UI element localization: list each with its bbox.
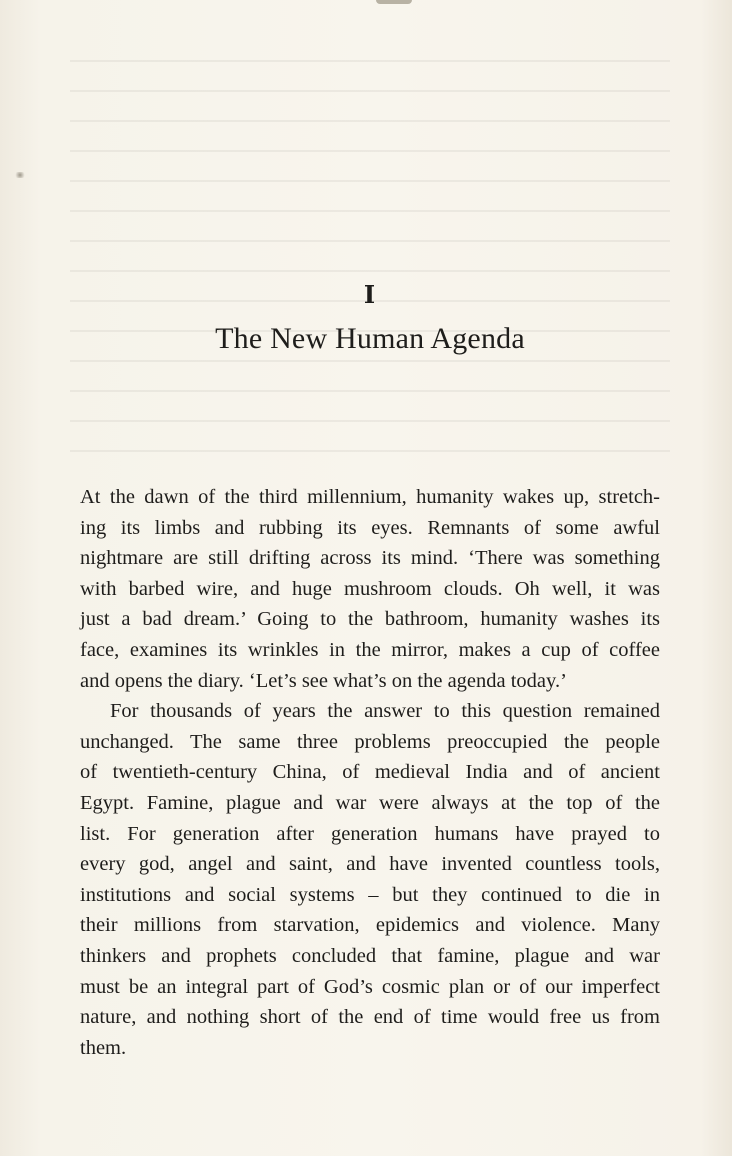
text-line: thinkers and prophets concluded that famine, plague and war bbox=[80, 944, 660, 967]
paragraph-2 bbox=[80, 696, 660, 1063]
text-line: them. bbox=[80, 1036, 127, 1059]
text-line: ing its limbs and rubbing its eyes. Remnants of some awful bbox=[80, 516, 660, 539]
text-line: and opens the diary. ‘Let’s see what’s on the agenda today.’ bbox=[80, 669, 567, 692]
paragraph-1 bbox=[80, 482, 660, 696]
text-line: must be an integral part of God’s cosmic plan or of our imperfect bbox=[80, 975, 660, 998]
chapter-body bbox=[80, 482, 660, 1063]
show-through-text bbox=[70, 60, 670, 480]
text-line: every god, angel and saint, and have invented countless tools, bbox=[80, 853, 660, 876]
text-line: institutions and social systems – but they continued to die in bbox=[80, 883, 660, 906]
chapter-number: I bbox=[363, 280, 377, 309]
text-line: of twentieth-century China, of medieval India and of ancient bbox=[80, 761, 660, 784]
page-edge-mark bbox=[376, 0, 412, 4]
text-line: At the dawn of the third millennium, humanity wakes up, stretch- bbox=[80, 486, 660, 508]
text-line: with barbed wire, and huge mushroom clouds. Oh well, it was bbox=[80, 577, 660, 600]
text-line: unchanged. The same three problems preoccupied the people bbox=[80, 730, 660, 753]
text-line: nightmare are still drifting across its mind. ‘There was something bbox=[80, 547, 660, 570]
text-line: just a bad dream.’ Going to the bathroom, humanity washes its bbox=[80, 608, 660, 631]
text-line: list. For generation after generation humans have prayed to bbox=[80, 822, 660, 845]
paper-speck bbox=[14, 172, 26, 178]
text-line: Egypt. Famine, plague and war were always at the top of the bbox=[80, 791, 660, 814]
chapter-title: The New Human Agenda bbox=[215, 322, 525, 355]
text-line: their millions from starvation, epidemics and violence. Many bbox=[80, 914, 660, 937]
text-line: face, examines its wrinkles in the mirror, makes a cup of coffee bbox=[80, 638, 660, 661]
text-line: nature, and nothing short of the end of time would free us from bbox=[80, 1006, 660, 1029]
text-line: For thousands of years the answer to this question remained bbox=[110, 700, 660, 723]
